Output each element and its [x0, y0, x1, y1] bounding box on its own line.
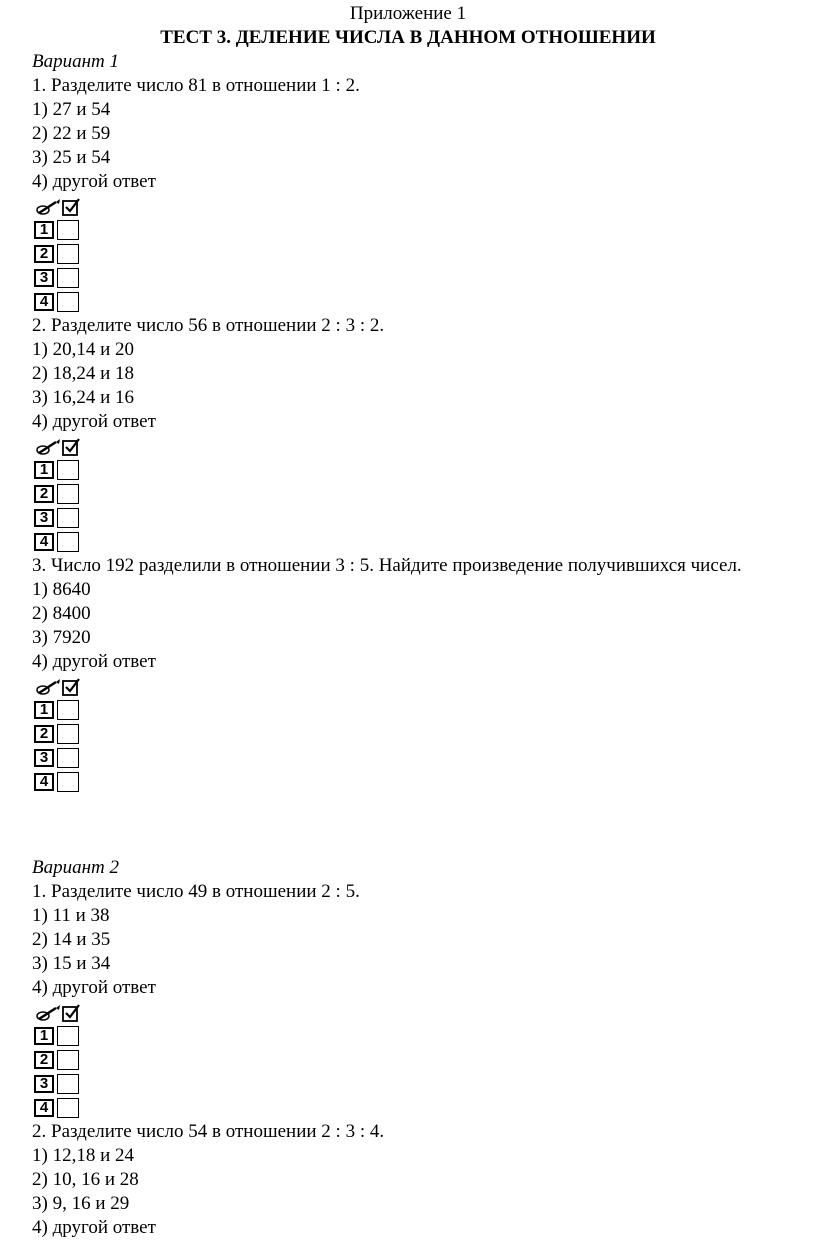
answer-grid — [34, 194, 816, 314]
option: 2) 18,24 и 18 — [32, 363, 134, 384]
document-page — [32, 2, 816, 1240]
answer-number: 3 — [34, 509, 54, 527]
answer-checkbox[interactable] — [57, 484, 79, 504]
variant-2-label: Вариант 2 — [32, 857, 120, 878]
answer-number: 2 — [34, 725, 54, 743]
answer-row — [34, 218, 816, 242]
answer-row — [34, 530, 816, 554]
option: 2) 8400 — [32, 603, 91, 624]
answer-number: 4 — [34, 1099, 54, 1117]
answer-row — [34, 458, 816, 482]
answer-row — [34, 1096, 816, 1120]
answer-row — [34, 506, 816, 530]
pencil-icon — [36, 678, 62, 696]
answer-row — [34, 1048, 816, 1072]
answer-row — [34, 770, 816, 794]
option: 4) другой ответ — [32, 171, 156, 192]
answer-number: 2 — [34, 245, 54, 263]
option: 4) другой ответ — [32, 977, 156, 998]
test-title: ТЕСТ 3. ДЕЛЕНИЕ ЧИСЛА В ДАННОМ ОТНОШЕНИИ — [160, 27, 656, 48]
answer-checkbox[interactable] — [57, 700, 79, 720]
answer-checkbox[interactable] — [57, 268, 79, 288]
answer-grid-header — [34, 1002, 816, 1024]
answer-row — [34, 482, 816, 506]
answer-checkbox[interactable] — [57, 748, 79, 768]
question-text: 2. Разделите число 54 в отношении 2 : 3 : 4. — [32, 1121, 385, 1142]
answer-number: 1 — [34, 221, 54, 239]
option: 3) 7920 — [32, 627, 91, 648]
checked-box-icon — [62, 198, 80, 216]
question-text: 1. Разделите число 81 в отношении 1 : 2. — [32, 75, 360, 96]
answer-grid — [34, 434, 816, 554]
v2-question-2 — [32, 1120, 816, 1240]
answer-row — [34, 722, 816, 746]
answer-checkbox[interactable] — [57, 220, 79, 240]
answer-number: 3 — [34, 749, 54, 767]
question-text: 2. Разделите число 56 в отношении 2 : 3 : 2. — [32, 315, 385, 336]
option: 4) другой ответ — [32, 651, 156, 672]
option: 2) 10, 16 и 28 — [32, 1169, 139, 1190]
answer-grid-header — [34, 196, 816, 218]
v1-question-3 — [32, 554, 816, 794]
answer-checkbox[interactable] — [57, 772, 79, 792]
answer-grid-header — [34, 436, 816, 458]
question-text: 1. Разделите число 49 в отношении 2 : 5. — [32, 881, 360, 902]
option: 3) 9, 16 и 29 — [32, 1193, 130, 1214]
answer-checkbox[interactable] — [57, 1074, 79, 1094]
answer-checkbox[interactable] — [57, 460, 79, 480]
option: 1) 11 и 38 — [32, 905, 110, 926]
option: 1) 12,18 и 24 — [32, 1145, 134, 1166]
answer-row — [34, 290, 816, 314]
answer-row — [34, 746, 816, 770]
pencil-icon — [36, 198, 62, 216]
answer-grid-header — [34, 676, 816, 698]
option: 2) 14 и 35 — [32, 929, 111, 950]
option: 1) 8640 — [32, 579, 91, 600]
spacer — [32, 794, 816, 856]
checked-box-icon — [62, 1004, 80, 1022]
answer-number: 4 — [34, 533, 54, 551]
answer-checkbox[interactable] — [57, 532, 79, 552]
option: 1) 27 и 54 — [32, 99, 111, 120]
answer-checkbox[interactable] — [57, 1098, 79, 1118]
option: 3) 15 и 34 — [32, 953, 111, 974]
answer-number: 2 — [34, 485, 54, 503]
answer-number: 3 — [34, 269, 54, 287]
answer-number: 1 — [34, 701, 54, 719]
option: 1) 20,14 и 20 — [32, 339, 134, 360]
answer-grid — [34, 674, 816, 794]
pencil-icon — [36, 1004, 62, 1022]
answer-number: 1 — [34, 1027, 54, 1045]
answer-number: 3 — [34, 1075, 54, 1093]
answer-row — [34, 698, 816, 722]
option: 4) другой ответ — [32, 411, 156, 432]
answer-row — [34, 242, 816, 266]
answer-row — [34, 1024, 816, 1048]
answer-number: 1 — [34, 461, 54, 479]
answer-checkbox[interactable] — [57, 244, 79, 264]
option: 2) 22 и 59 — [32, 123, 111, 144]
answer-row — [34, 266, 816, 290]
answer-checkbox[interactable] — [57, 1050, 79, 1070]
pencil-icon — [36, 438, 62, 456]
answer-checkbox[interactable] — [57, 292, 79, 312]
option: 3) 25 и 54 — [32, 147, 111, 168]
appendix-label: Приложение 1 — [349, 3, 467, 24]
answer-number: 2 — [34, 1051, 54, 1069]
checked-box-icon — [62, 678, 80, 696]
answer-checkbox[interactable] — [57, 1026, 79, 1046]
option: 4) другой ответ — [32, 1217, 156, 1238]
v1-question-2 — [32, 314, 816, 554]
answer-number: 4 — [34, 293, 54, 311]
answer-number: 4 — [34, 773, 54, 791]
answer-row — [34, 1072, 816, 1096]
v1-question-1 — [32, 74, 816, 314]
checked-box-icon — [62, 438, 80, 456]
v2-question-1 — [32, 880, 816, 1120]
answer-grid — [34, 1000, 816, 1120]
answer-checkbox[interactable] — [57, 508, 79, 528]
option: 3) 16,24 и 16 — [32, 387, 134, 408]
answer-checkbox[interactable] — [57, 724, 79, 744]
question-text: 3. Число 192 разделили в отношении 3 : 5. Найдите произведение получившихся чисел. — [32, 555, 742, 576]
variant-1-label: Вариант 1 — [32, 51, 120, 72]
